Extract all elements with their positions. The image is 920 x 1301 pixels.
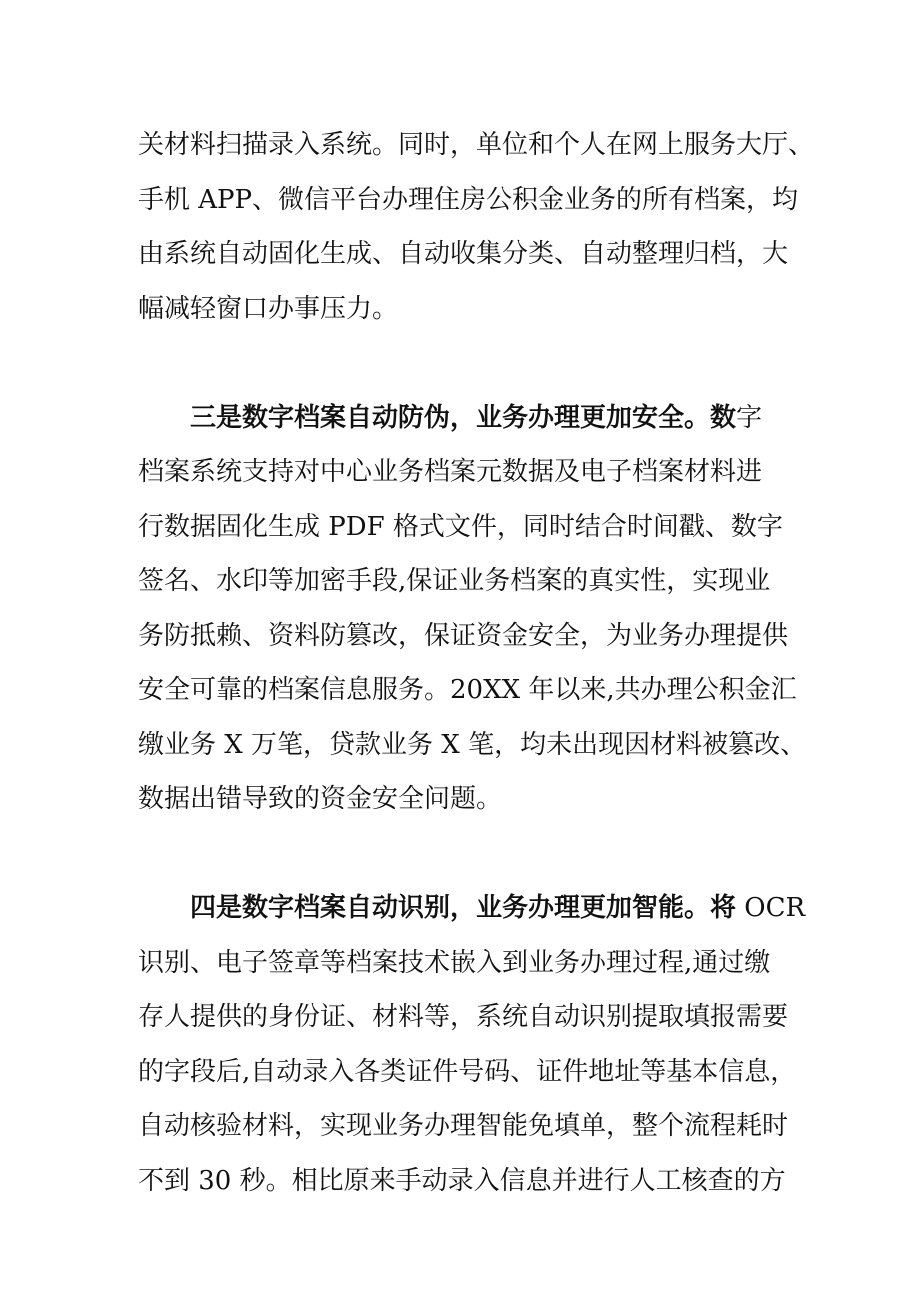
paragraph-line: 幅减轻窗口办事压力。	[138, 293, 399, 324]
paragraph-line: 自动核验材料，实现业务办理智能免填单，整个流程耗时	[138, 1111, 789, 1141]
paragraph-lead-text: OCR	[736, 893, 806, 923]
paragraph-line: 档案系统支持对中心业务档案元数据及电子档案材料进	[138, 457, 763, 487]
paragraph-spacer	[138, 827, 798, 882]
document-body	[138, 118, 815, 1208]
paragraph-line: 手机 APP、微信平台办理住房公积金业务的所有档案，均	[138, 184, 799, 215]
paragraph-line: 数据出错导致的资金安全问题。	[138, 784, 503, 814]
paragraph-line: 存人提供的身份证、材料等，系统自动识别提取填报需要	[138, 1002, 789, 1032]
section-heading: 四是数字档案自动识别，业务办理更加智能。将	[190, 893, 737, 923]
paragraph-1	[138, 118, 815, 336]
paragraph-line: 关材料扫描录入系统。同时，单位和个人在网上服务大厅、	[138, 130, 815, 160]
paragraph-line: 的字段后,自动录入各类证件号码、证件地址等基本信息，	[138, 1056, 797, 1087]
paragraph-lead-text: 字	[736, 402, 763, 433]
paragraph-2	[138, 391, 807, 827]
paragraph-line: 安全可靠的档案信息服务。20XX 年以来,共办理公积金汇	[138, 675, 797, 705]
section-heading: 三是数字档案自动防伪，业务办理更加安全。数	[190, 402, 737, 433]
paragraph-line: 由系统自动固化生成、自动收集分类、自动整理归档，大	[138, 239, 789, 269]
paragraph-line: 不到 30 秒。相比原来手动录入信息并进行人工核查的方	[138, 1165, 786, 1196]
paragraph-lead-line	[138, 881, 806, 936]
paragraph-line: 行数据固化生成 PDF 格式文件，同时结合时间戳、数字	[138, 511, 783, 542]
paragraph-line: 缴业务 X 万笔，贷款业务 X 笔，均未出现因材料被篡改、	[138, 729, 807, 760]
paragraph-spacer	[138, 336, 798, 391]
paragraph-lead-line	[138, 391, 798, 446]
paragraph-line: 识别、电子签章等档案技术嵌入到业务办理过程,通过缴	[138, 947, 771, 978]
paragraph-line: 签名、水印等加密手段,保证业务档案的真实性，实现业	[138, 566, 771, 596]
paragraph-line: 务防抵赖、资料防篡改，保证资金安全，为业务办理提供	[138, 620, 789, 651]
paragraph-3	[138, 881, 806, 1208]
